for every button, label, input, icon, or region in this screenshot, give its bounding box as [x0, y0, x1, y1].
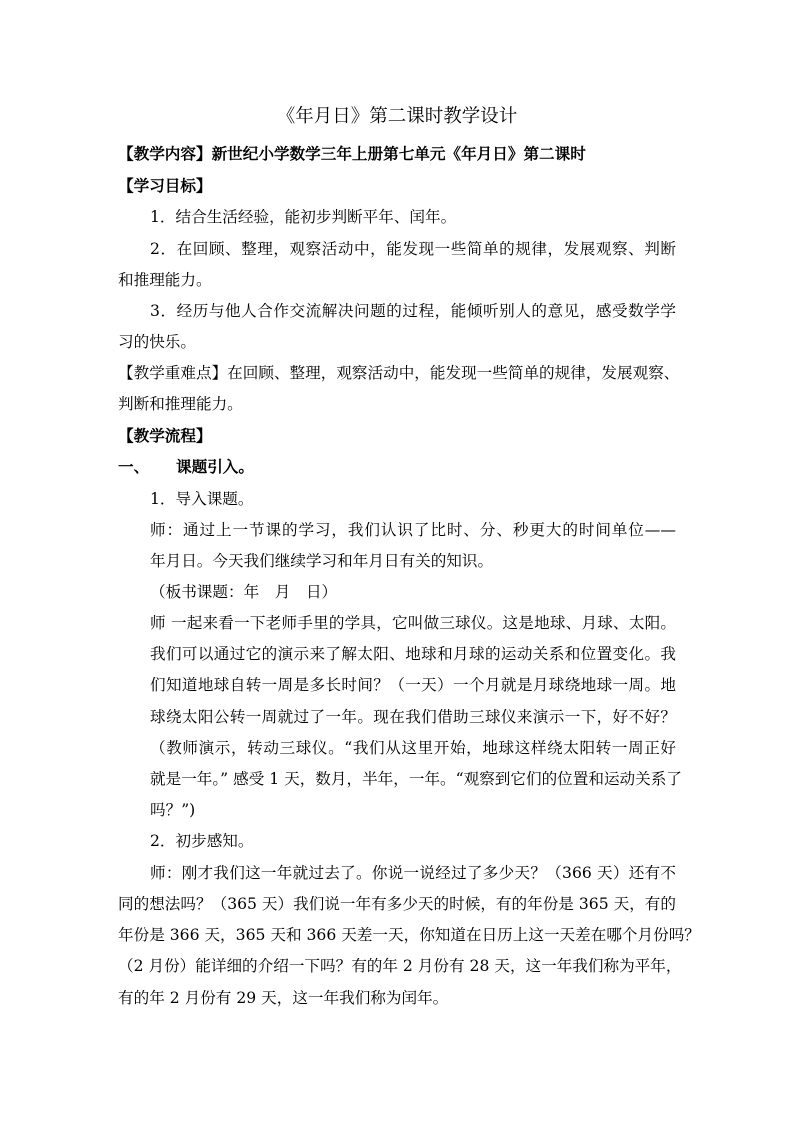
key-points-line-2: 判断和推理能力。 — [118, 395, 243, 413]
demo-paragraph-line-3: 们知道地球自转一周是多长时间？（一天）一个月就是月球绕地球一周。地 — [150, 676, 676, 694]
demo-paragraph-line-7: 吗？”) — [150, 801, 196, 819]
document-title: 《年月日》第二课时教学设计 — [276, 106, 518, 127]
goal-1: 1．结合生活经验，能初步判断平年、闰年。 — [150, 208, 457, 226]
goal-2-line-2: 和推理能力。 — [118, 271, 212, 289]
step-2-heading: 2．初步感知。 — [150, 832, 254, 850]
perception-paragraph-line-2: 同的想法吗？（365 天）我们说一年有多少天的时候，有的年份是 365 天，有的 — [118, 895, 676, 913]
goal-2-line-1: 2．在回顾、整理，观察活动中，能发现一些简单的规律，发展观察、判断 — [150, 240, 676, 258]
intro-paragraph-line-2: 年月日。今天我们继续学习和年月日有关的知识。 — [150, 552, 494, 570]
demo-paragraph-line-6: 就是一年。” 感受 1 天，数月，半年，一年。“观察到它们的位置和运动关系了 — [150, 770, 682, 788]
demo-paragraph-line-2: 我们可以通过它的演示来了解太阳、地球和月球的运动关系和位置变化。我 — [150, 645, 676, 663]
perception-paragraph-line-4: （2 月份）能详细的介绍一下吗？有的年 2 月份有 28 天，这一年我们称为平年， — [118, 957, 682, 975]
section-one-heading — [118, 455, 254, 479]
intro-paragraph-line-1: 师：通过上一节课的学习，我们认识了比时、分、秒更大的时间单位—— — [150, 521, 676, 539]
goal-3-line-1: 3．经历与他人合作交流解决问题的过程，能倾听别人的意见，感受数学学 — [150, 302, 676, 320]
teaching-content-line: 【教学内容】新世纪小学数学三年上册第七单元《年月日》第二课时 — [118, 144, 586, 163]
demo-paragraph-line-4: 球绕太阳公转一周就过了一年。现在我们借助三球仪来演示一下，好不好？ — [150, 708, 676, 726]
demo-paragraph-line-5: （教师演示，转动三球仪。“我们从这里开始，地球这样绕太阳转一周正好 — [150, 739, 676, 757]
perception-paragraph-line-5: 有的年 2 月份有 29 天，这一年我们称为闰年。 — [118, 989, 449, 1007]
perception-paragraph-line-3: 年份是 366 天，365 天和 366 天差一天，你知道在日历上这一天差在哪个月份吗？ — [118, 926, 700, 944]
key-points-line-1: 【教学重难点】在回顾、整理，观察活动中，能发现一些简单的规律，发展观察、 — [118, 364, 680, 382]
perception-paragraph-line-1: 师：刚才我们这一年就过去了。你说一说经过了多少天？（366 天）还有不 — [150, 864, 676, 882]
teaching-process-heading: 【教学流程】 — [118, 426, 212, 445]
board-title-note: （板书课题：年 月 日） — [150, 583, 338, 601]
learning-goals-heading: 【学习目标】 — [118, 176, 212, 195]
step-1-heading: 1．导入课题。 — [150, 490, 254, 508]
section-one-number: 一、 — [118, 457, 150, 476]
goal-3-line-2: 习的快乐。 — [118, 333, 196, 351]
section-one-title: 课题引入。 — [176, 457, 254, 476]
demo-paragraph-line-1: 师 一起来看一下老师手里的学具，它叫做三球仪。这是地球、月球、太阳。 — [150, 614, 676, 632]
